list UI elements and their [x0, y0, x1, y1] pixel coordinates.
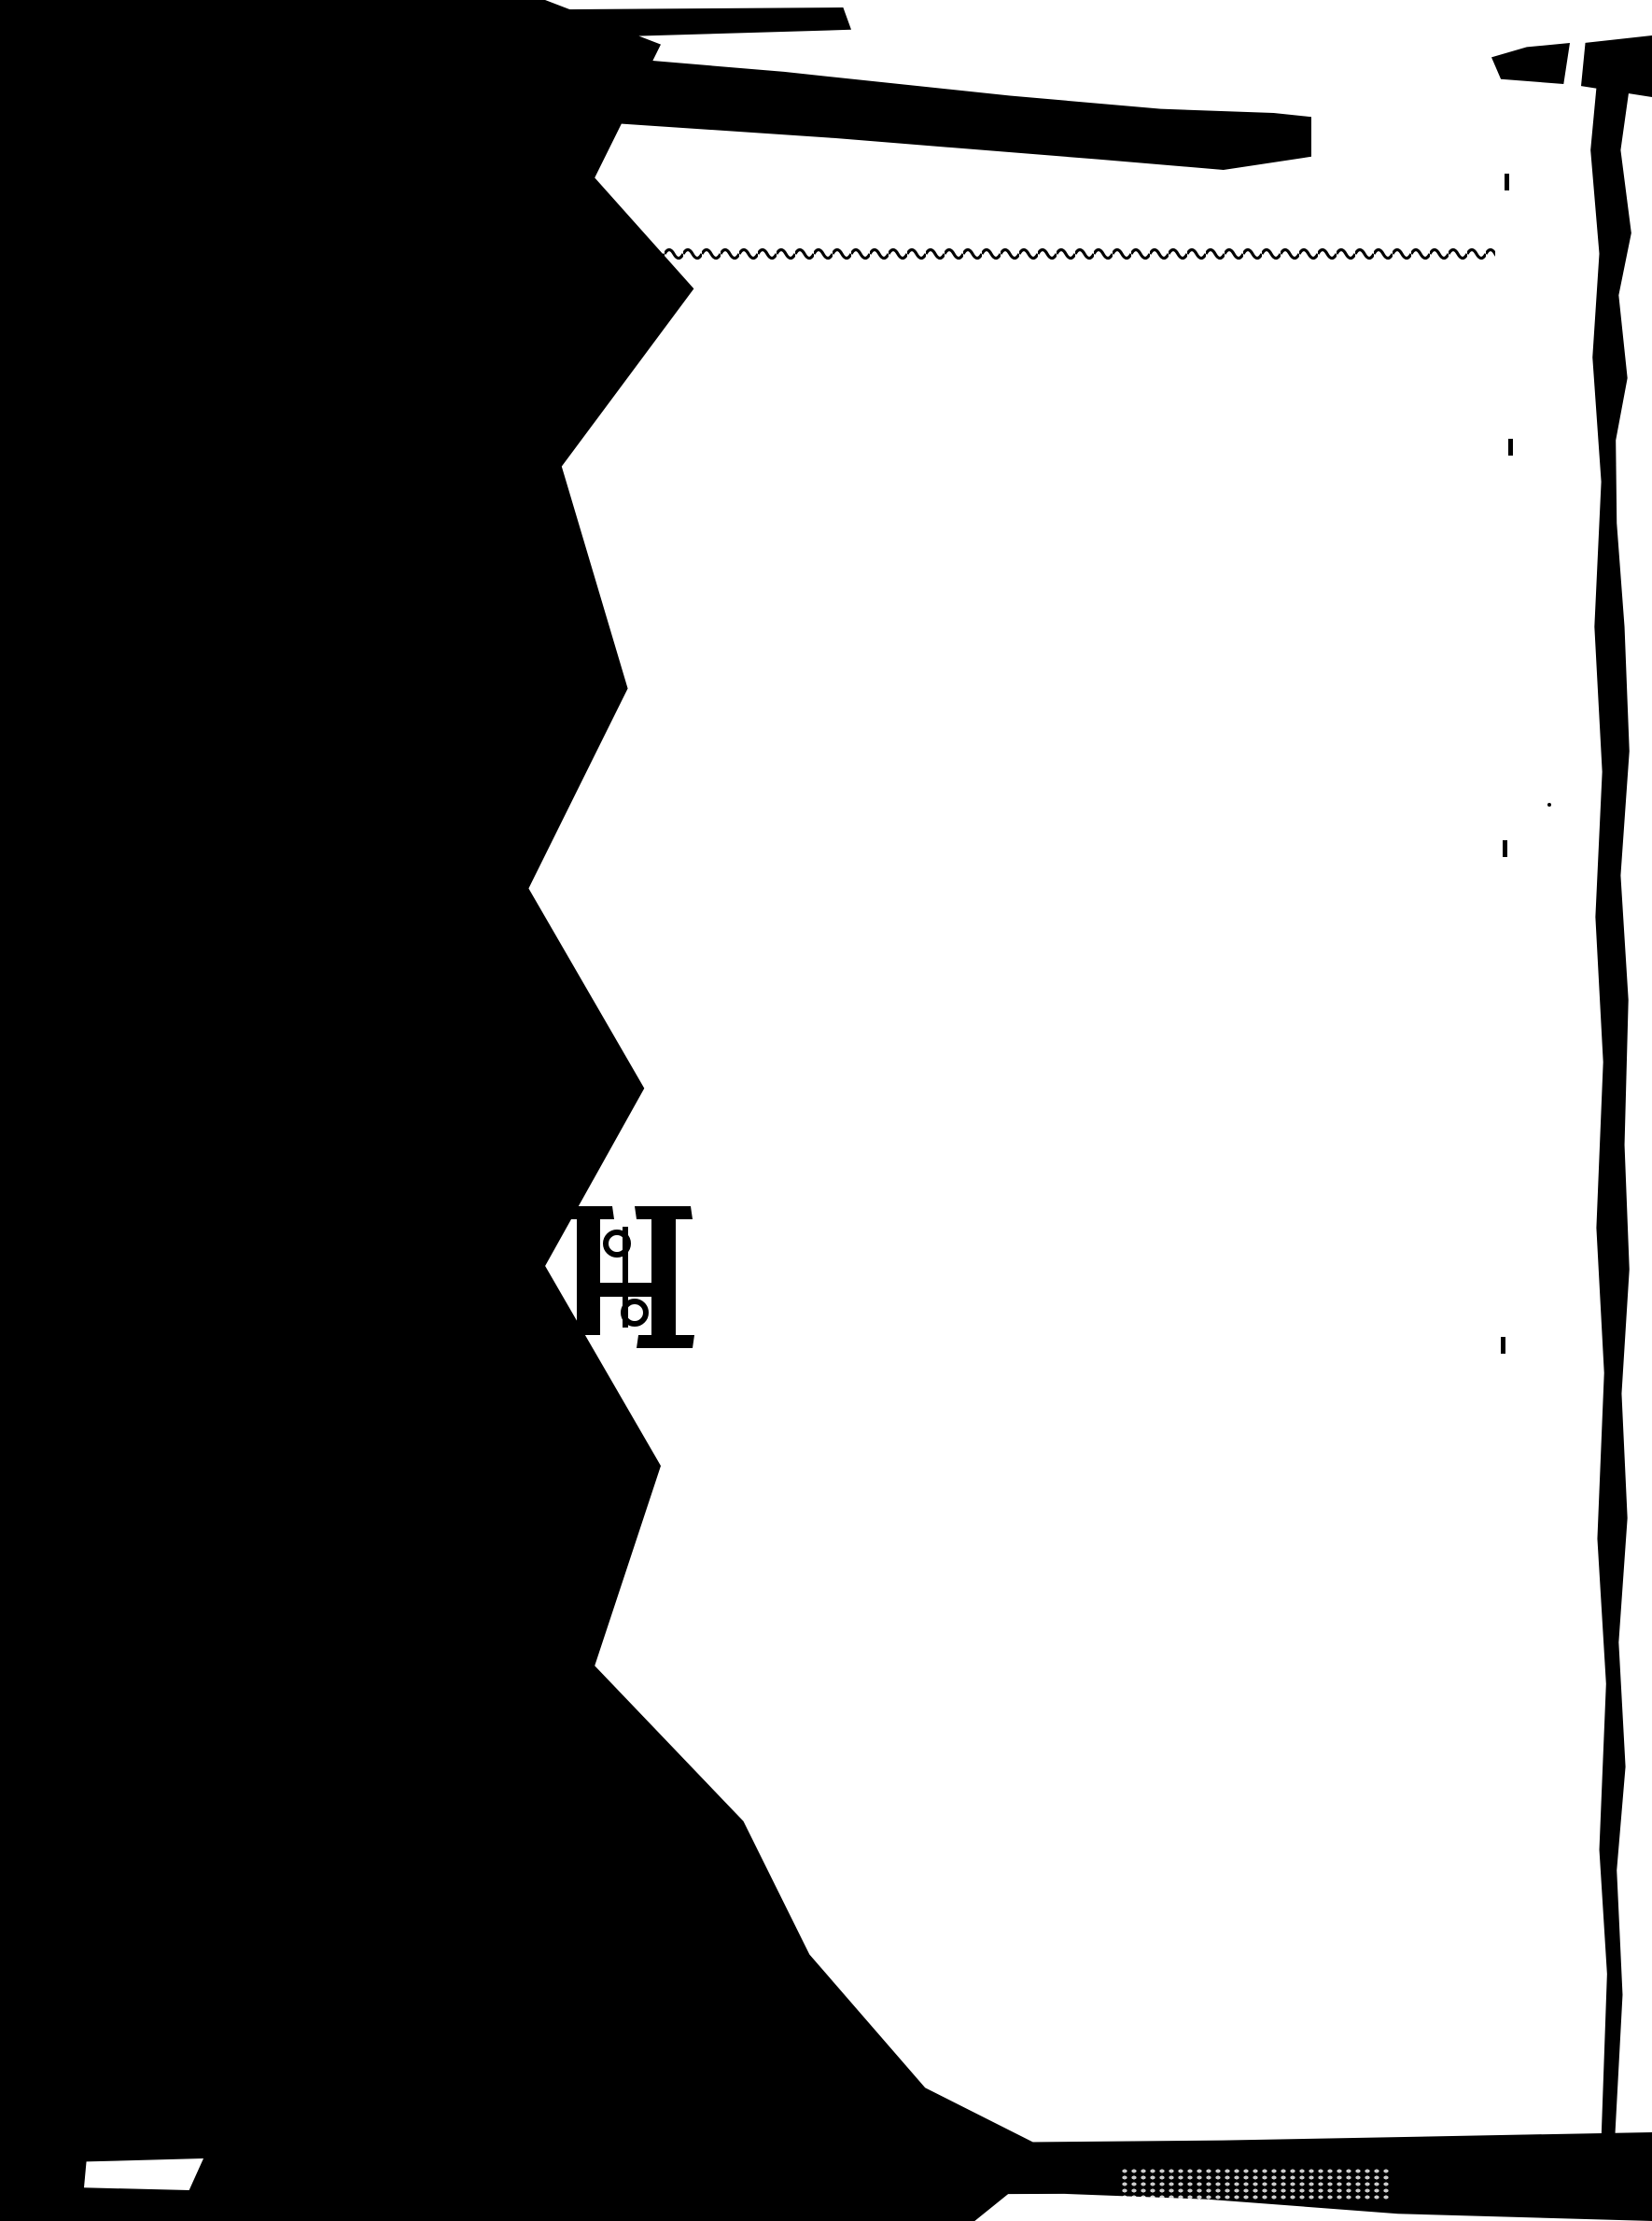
scan-speck: [1505, 174, 1509, 190]
scan-speck: [504, 439, 508, 443]
scan-speck: [1503, 840, 1507, 857]
scan-speck: [1508, 439, 1513, 456]
scan-artifact-bottom-grain: [1120, 2168, 1391, 2200]
scan-artifact-bottom-notch: [84, 2158, 203, 2190]
page-header: [553, 189, 1495, 245]
scan-speck: [495, 1103, 498, 1107]
running-title: [553, 189, 1495, 235]
scan-artifact-bottom-streak: [140, 2147, 663, 2150]
scan-artifact-top-right-blob: [1491, 43, 1570, 84]
scan-artifact-right-streak: [1587, 67, 1635, 2140]
scan-speck: [1547, 803, 1551, 807]
dropcap-ornament: [504, 1201, 719, 1425]
scan-speck: [233, 945, 237, 949]
dropcap-initial: [517, 1208, 657, 1335]
scan-speck: [653, 2037, 657, 2041]
scan-speck: [282, 597, 286, 601]
wavy-divider: [553, 241, 1495, 263]
scan-artifact-bottom-streak: [110, 2140, 707, 2144]
scan-speck: [336, 1458, 340, 1462]
scan-speck: [1501, 1337, 1505, 1354]
scan-speck: [441, 241, 444, 245]
body-text-chapter: [553, 1206, 1495, 1335]
